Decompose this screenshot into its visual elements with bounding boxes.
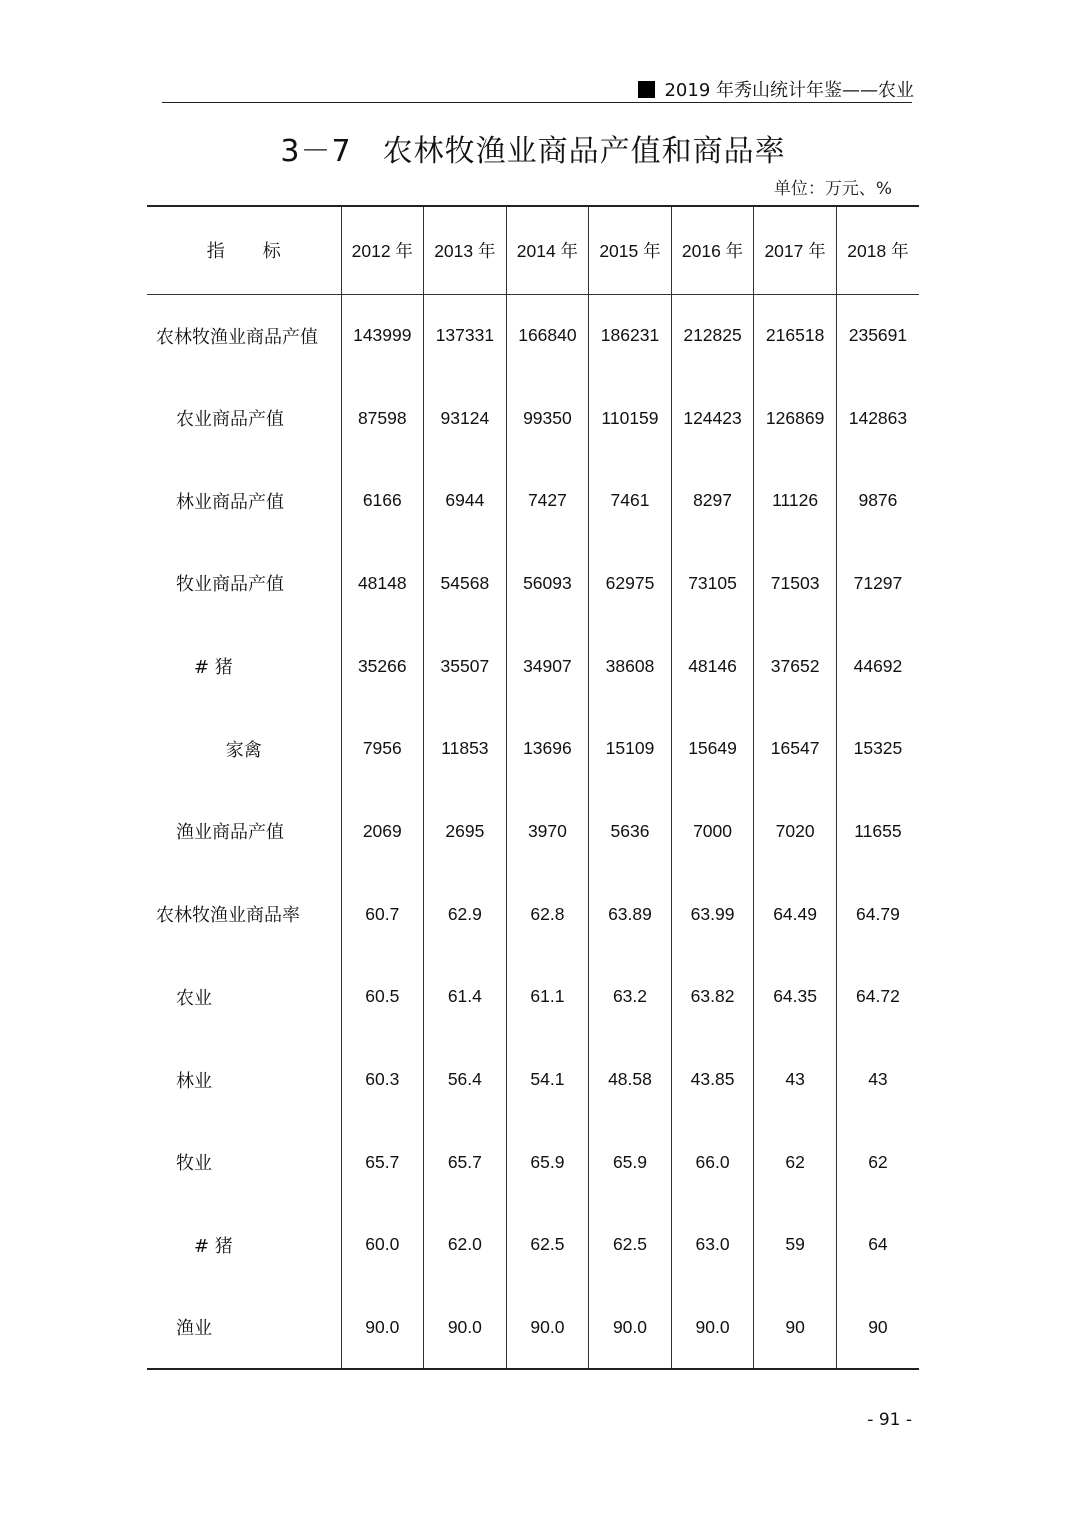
table-cell: 90 [836,1286,919,1369]
table-cell: 16547 [754,707,837,790]
table-row [147,1121,919,1204]
table-cell: 64 [836,1204,919,1287]
table-row [147,956,919,1039]
row-label: 农业 [176,987,212,1009]
table-cell: 65.9 [506,1121,589,1204]
row-label: 农林牧渔业商品产值 [156,326,318,348]
label-column-header [147,206,341,294]
row-label: 渔业 [147,1286,341,1369]
table-cell: 73105 [671,542,754,625]
table-row [147,707,919,790]
table-cell: 64.72 [836,956,919,1039]
table-cell: 64.35 [754,956,837,1039]
table-cell: 15325 [836,707,919,790]
table-cell: 235691 [836,294,919,377]
year-column-header: 2015 年 [589,206,672,294]
table-header-row [147,206,919,294]
table-cell: 66.0 [671,1121,754,1204]
table-cell: 38608 [589,625,672,708]
table-cell: 56.4 [424,1038,507,1121]
black-square-icon [638,81,655,98]
row-label: 农林牧渔业商品率 [156,905,300,927]
table-cell: 63.0 [671,1204,754,1287]
table-cell: 3970 [506,790,589,873]
table-cell: 60.0 [341,1204,424,1287]
statistics-table-container [147,205,919,1370]
table-cell: 137331 [424,294,507,377]
year-column-header: 2017 年 [754,206,837,294]
table-cell: 143999 [341,294,424,377]
table-cell: 62975 [589,542,672,625]
table-cell: 62 [836,1121,919,1204]
table-cell: 35507 [424,625,507,708]
statistics-table [147,205,919,1370]
table-cell: 71297 [836,542,919,625]
unit-label: 单位：万元、% [773,179,892,199]
table-row [147,1038,919,1121]
table-body [147,294,919,1369]
table-cell: 48.58 [589,1038,672,1121]
table-cell: 64.79 [836,873,919,956]
table-row [147,625,919,708]
table-cell: 186231 [589,294,672,377]
table-row [147,294,919,377]
table-row [147,1286,919,1369]
running-header [162,78,914,100]
table-cell: 5636 [589,790,672,873]
table-cell: 44692 [836,625,919,708]
table-row [147,790,919,873]
table-row [147,873,919,956]
table-cell: 65.7 [424,1121,507,1204]
table-cell: 7427 [506,459,589,542]
header-rule [162,102,912,103]
table-cell: 15109 [589,707,672,790]
table-cell: 90.0 [424,1286,507,1369]
table-row [147,542,919,625]
table-row [147,459,919,542]
table-cell: 60.7 [341,873,424,956]
table-cell: 90.0 [341,1286,424,1369]
row-label: # 猪 [194,1235,233,1257]
table-cell: 110159 [589,377,672,460]
table-cell: 2069 [341,790,424,873]
table-cell: 126869 [754,377,837,460]
table-cell: 71503 [754,542,837,625]
row-label: 家禽 [225,739,262,761]
table-cell: 34907 [506,625,589,708]
table-cell: 142863 [836,377,919,460]
table-cell: 56093 [506,542,589,625]
table-cell: 54568 [424,542,507,625]
table-cell: 7956 [341,707,424,790]
table-cell: 63.89 [589,873,672,956]
table-cell: 35266 [341,625,424,708]
table-cell: 65.7 [341,1121,424,1204]
table-cell: 37652 [754,625,837,708]
table-cell: 2695 [424,790,507,873]
year-column-header: 2014 年 [506,206,589,294]
table-row [147,1204,919,1287]
table-cell: 7461 [589,459,672,542]
table-cell: 43.85 [671,1038,754,1121]
year-column-header: 2012 年 [341,206,424,294]
table-cell: 65.9 [589,1121,672,1204]
table-cell: 62.9 [424,873,507,956]
table-cell: 15649 [671,707,754,790]
table-cell: 61.1 [506,956,589,1039]
label-column-header-text: 指标 [206,241,319,263]
table-cell: 11126 [754,459,837,542]
row-label: 牧业 [176,1153,212,1175]
table-cell: 216518 [754,294,837,377]
running-header-title: 2019 年秀山统计年鉴——农业 [664,80,914,101]
table-cell: 6944 [424,459,507,542]
table-cell: 7000 [671,790,754,873]
page-title: 3－7 农林牧渔业商品产值和商品率 [280,134,786,169]
row-label: 牧业商品产值 [176,574,284,596]
table-cell: 90.0 [589,1286,672,1369]
table-cell: 62 [754,1121,837,1204]
table-cell: 7020 [754,790,837,873]
table-cell: 62.8 [506,873,589,956]
table-cell: 90 [754,1286,837,1369]
row-label: 农业商品产值 [176,409,284,431]
table-cell: 8297 [671,459,754,542]
table-cell: 62.5 [589,1204,672,1287]
table-cell: 11853 [424,707,507,790]
table-cell: 48146 [671,625,754,708]
table-cell: 62.5 [506,1204,589,1287]
table-cell: 64.49 [754,873,837,956]
table-cell: 99350 [506,377,589,460]
table-cell: 90.0 [671,1286,754,1369]
table-cell: 9876 [836,459,919,542]
table-cell: 48148 [341,542,424,625]
table-cell: 93124 [424,377,507,460]
table-cell: 54.1 [506,1038,589,1121]
table-cell: 60.5 [341,956,424,1039]
table-cell: 61.4 [424,956,507,1039]
table-cell: 11655 [836,790,919,873]
row-label: 林业 [176,1070,212,1092]
table-cell: 90.0 [506,1286,589,1369]
table-cell: 124423 [671,377,754,460]
page-number: - 91 - [867,1410,912,1430]
year-column-header: 2018 年 [836,206,919,294]
table-cell: 43 [754,1038,837,1121]
row-label: 林业商品产值 [176,491,284,513]
row-label: # 猪 [194,657,233,679]
table-cell: 63.82 [671,956,754,1039]
table-cell: 62.0 [424,1204,507,1287]
table-cell: 166840 [506,294,589,377]
table-cell: 13696 [506,707,589,790]
table-cell: 63.99 [671,873,754,956]
table-cell: 87598 [341,377,424,460]
table-row [147,377,919,460]
row-label: 渔业商品产值 [176,822,284,844]
table-cell: 43 [836,1038,919,1121]
table-cell: 212825 [671,294,754,377]
table-cell: 63.2 [589,956,672,1039]
table-cell: 6166 [341,459,424,542]
year-column-header: 2016 年 [671,206,754,294]
table-cell: 60.3 [341,1038,424,1121]
year-column-header: 2013 年 [424,206,507,294]
table-cell: 59 [754,1204,837,1287]
